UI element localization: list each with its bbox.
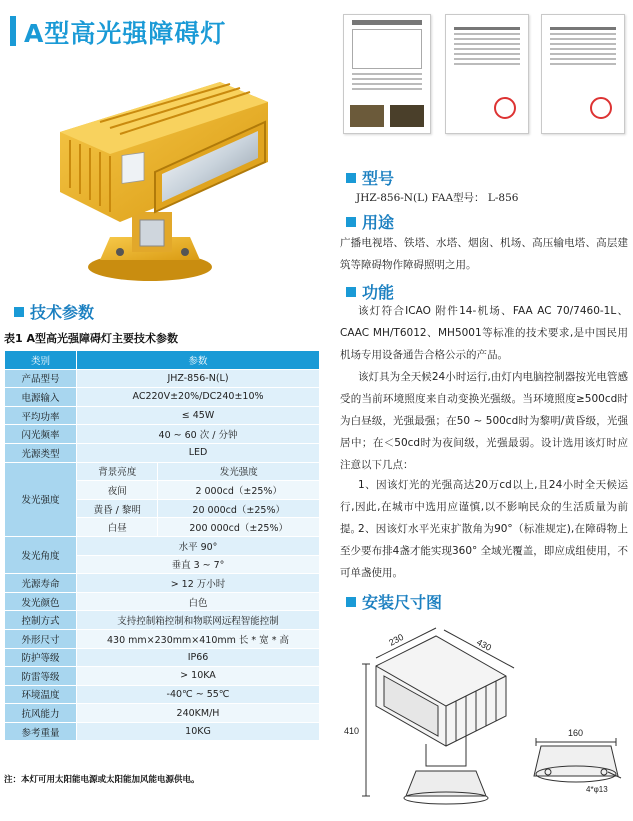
table-row: 夜间 2 000cd（±25%）	[5, 481, 320, 500]
section-tech-params: 技术参数	[14, 300, 94, 323]
table-header-param: 参数	[77, 351, 320, 370]
table-row: 黄昏 / 黎明 20 000cd（±25%）	[5, 499, 320, 518]
table-row: 光源寿命 > 12 万小时	[5, 574, 320, 593]
spec-table	[4, 350, 320, 741]
table-row: 发光角度 水平 90°	[5, 536, 320, 555]
model-number: JHZ-856-N(L) FAA型号： L-856	[356, 192, 519, 204]
section-square-icon	[346, 287, 356, 297]
dimension-width: 230	[387, 631, 406, 648]
function-paragraph-2: 该灯具为全天候24小时运行,由灯内电脑控制器按光电管感受的当前环境照度来自动变换光强级。当环境照度≥500cd时为白昼级，光强最强；在50 ~ 500cd时为黎明/黄昏级，光强居中；在＜50cd时为夜间级，光强最弱。设计选用该灯时应注意以下几点：	[340, 371, 628, 471]
table-row: 白昼 200 000cd（±25%）	[5, 518, 320, 537]
footnote: 注：本灯可用太阳能电源或太阳能加风能电源供电。	[4, 775, 200, 785]
table-header-category: 类别	[5, 351, 77, 370]
table-row: 发光强度 背景亮度 发光强度	[5, 462, 320, 481]
certificate-thumbnail-report	[343, 14, 431, 134]
table-row: 垂直 3 ~ 7°	[5, 555, 320, 574]
section-square-icon	[346, 597, 356, 607]
certificate-thumbnail-patent	[445, 14, 529, 134]
table-row: 电源输入 AC220V±20%/DC240±10%	[5, 388, 320, 407]
function-paragraph-4: 2、因该灯水平光束扩散角为90°（标准规定),在障碍物上至少要布排4盏才能实现360° 全域光覆盖，即应成组使用，不可单盏使用。	[340, 523, 628, 579]
dimension-base: 160	[568, 728, 584, 738]
certificate-thumbnail-patent-2	[541, 14, 625, 134]
dimension-length: 430	[475, 636, 494, 653]
table-row: 环境温度 -40℃ ~ 55℃	[5, 685, 320, 704]
section-square-icon	[346, 217, 356, 227]
function-paragraph-3: 1、因该灯光的光强高达20万cd以上,且24小时全天候运行,因此,在城市中选用应谨慎,以不影响民众的生活质量为前提。	[340, 479, 628, 535]
product-photo	[40, 62, 280, 292]
section-square-icon	[14, 307, 24, 317]
dimension-height: 410	[344, 726, 360, 736]
section-install: 安装尺寸图	[346, 590, 442, 613]
table-row: 控制方式 支持控制箱控制和物联网远程智能控制	[5, 611, 320, 630]
table-row: 防护等级 IP66	[5, 648, 320, 667]
usage-text: 广播电视塔、铁塔、水塔、烟囱、机场、高压输电塔、高层建筑等障碍物作障碍照明之用。	[340, 237, 628, 271]
section-model: 型号	[346, 166, 394, 189]
table-row: 发光颜色 白色	[5, 592, 320, 611]
table-row: 防雷等级 > 10KA	[5, 667, 320, 686]
section-usage: 用途	[346, 210, 394, 233]
intensity-label: 发光强度	[5, 462, 77, 536]
installation-dimension-drawing	[336, 606, 628, 816]
page-title: A型高光强障碍灯	[24, 19, 227, 48]
table-row: 产品型号 JHZ-856-N(L)	[5, 369, 320, 388]
dimension-holes: 4*φ13	[586, 785, 608, 794]
section-function: 功能	[346, 280, 394, 303]
table-row: 外形尺寸 430 mm×230mm×410mm 长 * 宽 * 高	[5, 629, 320, 648]
function-paragraph-1: 该灯符合ICAO 附件14-机场、FAA AC 70/7460-1L、CAAC MH/T6012、MH5001等标准的技术要求,是中国民用机场专用设备通告合格公示的产品。	[340, 305, 628, 361]
table-row: 抗风能力 240KM/H	[5, 704, 320, 723]
table-row: 参考重量 10KG	[5, 722, 320, 741]
title-accent-bar	[10, 16, 16, 46]
table-row: 闪光频率 40 ~ 60 次 / 分钟	[5, 425, 320, 444]
table-row: 光源类型 LED	[5, 443, 320, 462]
table-row: 平均功率 ≤ 45W	[5, 406, 320, 425]
section-square-icon	[346, 173, 356, 183]
table-caption: 表1 A型高光强障碍灯主要技术参数	[4, 332, 178, 345]
